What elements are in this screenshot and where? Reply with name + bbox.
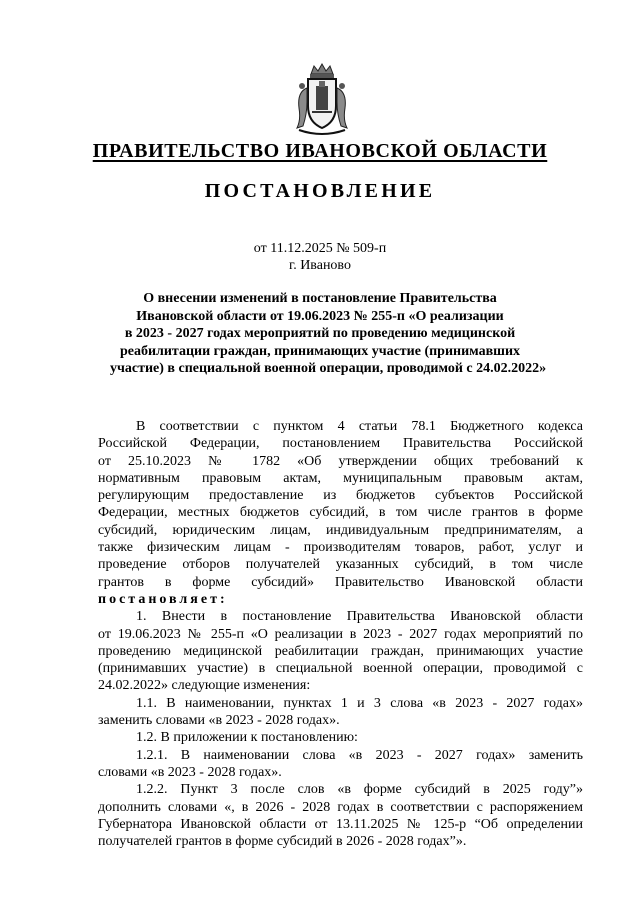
item-1-2-1-line: 1.2.1. В наименовании слова «в 2023 - 2027 годах» заменить [136, 747, 583, 763]
city: г. Иваново [289, 258, 351, 273]
preamble-line: субсидий, юридическим лицам, индивидуальным предпринимателям, а [98, 522, 583, 538]
item-1-2-2-line: 1.2.2. Пункт 3 после слов «в форме субсидий в 2025 году”» [136, 782, 583, 798]
item-1-2-2-line: дополнить словами «, в 2026 - 2028 годах в соответствии с распоряжением [98, 799, 583, 815]
item-1-line: 1. Внести в постановление Правительства Ивановской области [136, 609, 583, 625]
document-meta [0, 240, 640, 274]
preamble-line: нормативным правовым актам, муниципальным правовым актам, [98, 470, 583, 486]
subject-line: в 2023 - 2027 годах мероприятий по проведению медицинской [124, 326, 516, 342]
preamble-line: Российской Федерации, постановлением Правительства Российской [98, 436, 583, 452]
subject-line: О внесении изменений в постановление Правительства [143, 291, 497, 306]
preamble-line: Федерации, местных бюджетов субсидий, в том числе грантов в форме [98, 505, 583, 521]
subject-line: Ивановской области от 19.06.2023 № 255-п «О реализации [136, 308, 504, 324]
subject-line: реабилитации граждан, принимающих участие (принимавших [119, 343, 521, 359]
item-1-2-line: 1.2. В приложении к постановлению: [136, 730, 358, 746]
item-1-2-2-line: получателей грантов в форме субсидий в 2026 - 2028 годах”». [98, 834, 467, 850]
item-1-1-line: заменить словами «в 2023 - 2028 годах». [98, 713, 340, 729]
document-subject [110, 290, 547, 378]
government-name: ПРАВИТЕЛЬСТВО ИВАНОВСКОЙ ОБЛАСТИ [92, 140, 548, 162]
coat-of-arms-emblem [291, 62, 353, 138]
item-1-line: 24.02.2022» следующие изменения: [98, 678, 311, 694]
document-type-title: ПОСТАНОВЛЕНИЕ [204, 180, 436, 202]
item-1-2-2-line: Губернатора Ивановской области от 13.11.2025 № 125-р “Об определении [98, 816, 583, 832]
preamble-line: грантов в форме субсидий» Правительство Ивановской области [98, 574, 583, 590]
preamble-line: от 25.10.2023 № 1782 «Об утверждении общих требований к [98, 453, 583, 469]
document-body [98, 418, 583, 850]
item-1-1-line: 1.1. В наименовании, пунктах 1 и 3 слова «в 2023 - 2027 годах» [136, 695, 583, 711]
preamble-line: также физическим лицам - производителям товаров, работ, услуг и [98, 540, 583, 556]
item-1-line: проведению медицинской реабилитации граждан, принимающих участие [98, 643, 583, 659]
preamble-line: проведение отборов получателей указанных субсидий, в том числе [98, 557, 583, 573]
resolves-keyword: постановляет: [98, 591, 228, 607]
item-1-line: (принимавших участие) в специальной военной операции, проводимой с [98, 661, 583, 677]
subject-line: участие) в специальной военной операции, проводимой с 24.02.2022» [110, 361, 547, 377]
date-number: от 11.12.2025 № 509-п [253, 241, 387, 256]
preamble-line: регулирующим предоставление из бюджетов субъектов Российской [98, 488, 583, 504]
item-1-2-1-line: словами «в 2023 - 2028 годах». [98, 764, 282, 780]
preamble-line: В соответствии с пунктом 4 статьи 78.1 Бюджетного кодекса [136, 419, 583, 434]
item-1-line: от 19.06.2023 № 255-п «О реализации в 2023 - 2027 годах мероприятий по [98, 626, 583, 642]
